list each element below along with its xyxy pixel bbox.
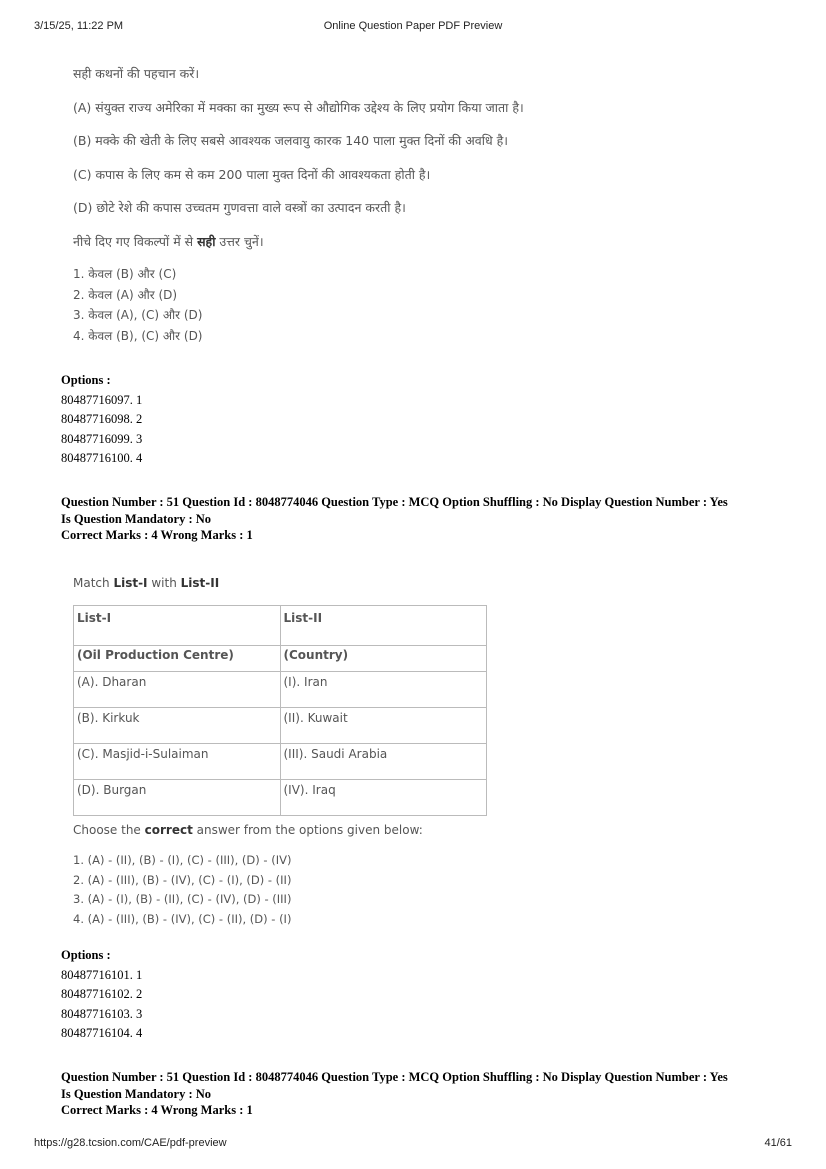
question-mandatory: Is Question Mandatory : No [61, 1086, 212, 1101]
match-bold: List-II [180, 576, 220, 590]
choice-item: 3. केवल (A), (C) और (D) [73, 308, 203, 322]
choose-text: Choose the [73, 823, 145, 837]
table-cell: (II). Kuwait [280, 708, 487, 744]
table-cell: (D). Burgan [74, 780, 281, 816]
print-datetime: 3/15/25, 11:22 PM [34, 20, 124, 32]
question-meta-line: Question Number : 51 Question Id : 8048774046 Question Type : MCQ Option Shuffling : No Display Question Number : Yes [61, 495, 728, 509]
option-id: 80487716101. 1 [61, 967, 143, 982]
instruction-text: उत्तर चुनें। [215, 233, 264, 249]
print-url: https://g28.tcsion.com/CAE/pdf-preview [34, 1137, 227, 1149]
table-cell: (III). Saudi Arabia [280, 744, 487, 780]
choice-list [73, 265, 613, 347]
question-stem-line: सही कथनों की पहचान करें। [73, 66, 200, 81]
table-row [74, 672, 487, 708]
print-page-number: 41/61 [764, 1137, 792, 1149]
instruction-bold: सही [197, 233, 216, 249]
options-label: Options : [61, 373, 111, 387]
question-stem-line: (B) मक्के की खेती के लिए सबसे आवश्यक जलवायु कारक 140 पाला मुक्त दिनों की अवधि है। [73, 133, 509, 148]
table-cell: (IV). Iraq [280, 780, 487, 816]
table-cell: (I). Iran [280, 672, 487, 708]
option-id: 80487716103. 3 [61, 1006, 143, 1021]
choice-item: 3. (A) - (I), (B) - (II), (C) - (IV), (D) - (III) [73, 892, 292, 906]
question-instruction [73, 232, 613, 266]
choice-item: 2. (A) - (III), (B) - (IV), (C) - (I), (D) - (II) [73, 872, 292, 887]
choice-list [73, 852, 493, 930]
question-meta-next [61, 1069, 781, 1119]
choice-item: 4. (A) - (III), (B) - (IV), (C) - (II), (D) - (I) [73, 911, 292, 926]
options-block-prev [61, 371, 142, 469]
option-id: 80487716100. 4 [61, 451, 143, 465]
table-cell: (A). Dharan [74, 672, 281, 708]
choose-instruction [73, 822, 493, 852]
choice-item: 4. केवल (B), (C) और (D) [73, 328, 203, 343]
question-stem-line: (C) कपास के लिए कम से कम 200 पाला मुक्त दिनों की आवश्यकता होती है। [73, 166, 431, 182]
question-meta-line: Question Number : 51 Question Id : 8048774046 Question Type : MCQ Option Shuffling : No Display Question Number : Yes [61, 1070, 728, 1084]
question-meta-51 [61, 494, 781, 544]
table-row [74, 780, 487, 816]
instruction-text: नीचे दिए गए विकल्पों में से [73, 233, 198, 249]
match-text: with [147, 576, 181, 590]
table-header-cell: List-I [74, 606, 281, 646]
match-table [73, 605, 487, 816]
choose-text: answer from the options given below: [192, 823, 423, 837]
question-stem-line: (D) छोटे रेशे की कपास उच्चतम गुणवत्ता वाले वस्त्रों का उत्पादन करती है। [73, 200, 406, 215]
table-cell: (C). Masjid-i-Sulaiman [74, 744, 281, 780]
choice-item: 1. केवल (B) और (C) [73, 267, 177, 281]
choice-item: 1. (A) - (II), (B) - (I), (C) - (III), (D) - (IV) [73, 853, 292, 867]
options-block-51 [61, 946, 142, 1044]
option-id: 80487716104. 4 [61, 1026, 143, 1040]
table-header-row [74, 606, 487, 646]
match-text: Match [73, 576, 114, 590]
option-id: 80487716097. 1 [61, 392, 143, 407]
question-mandatory: Is Question Mandatory : No [61, 511, 212, 526]
question-marks: Correct Marks : 4 Wrong Marks : 1 [61, 1103, 253, 1117]
table-cell: (B). Kirkuk [74, 708, 281, 744]
options-label: Options : [61, 948, 111, 962]
option-id: 80487716098. 2 [61, 412, 143, 426]
table-subheader-cell: (Country) [280, 646, 487, 672]
match-instruction [73, 575, 493, 605]
question-image-hindi [73, 64, 613, 347]
table-subheader-cell: (Oil Production Centre) [74, 646, 281, 672]
table-row [74, 744, 487, 780]
table-row [74, 708, 487, 744]
option-id: 80487716099. 3 [61, 431, 143, 446]
table-header-cell: List-II [280, 606, 487, 646]
choice-item: 2. केवल (A) और (D) [73, 287, 178, 302]
option-id: 80487716102. 2 [61, 987, 143, 1001]
table-subheader-row [74, 646, 487, 672]
question-stem-line: (A) संयुक्त राज्य अमेरिका में मक्का का मुख्य रूप से औद्योगिक उद्देश्य के लिए प्रयोग किया जाता है। [73, 99, 524, 115]
match-bold: List-I [113, 576, 148, 590]
question-marks: Correct Marks : 4 Wrong Marks : 1 [61, 528, 253, 542]
print-title: Online Question Paper PDF Preview [323, 20, 503, 32]
choose-bold: correct [144, 823, 193, 837]
question-image-match [73, 575, 493, 930]
